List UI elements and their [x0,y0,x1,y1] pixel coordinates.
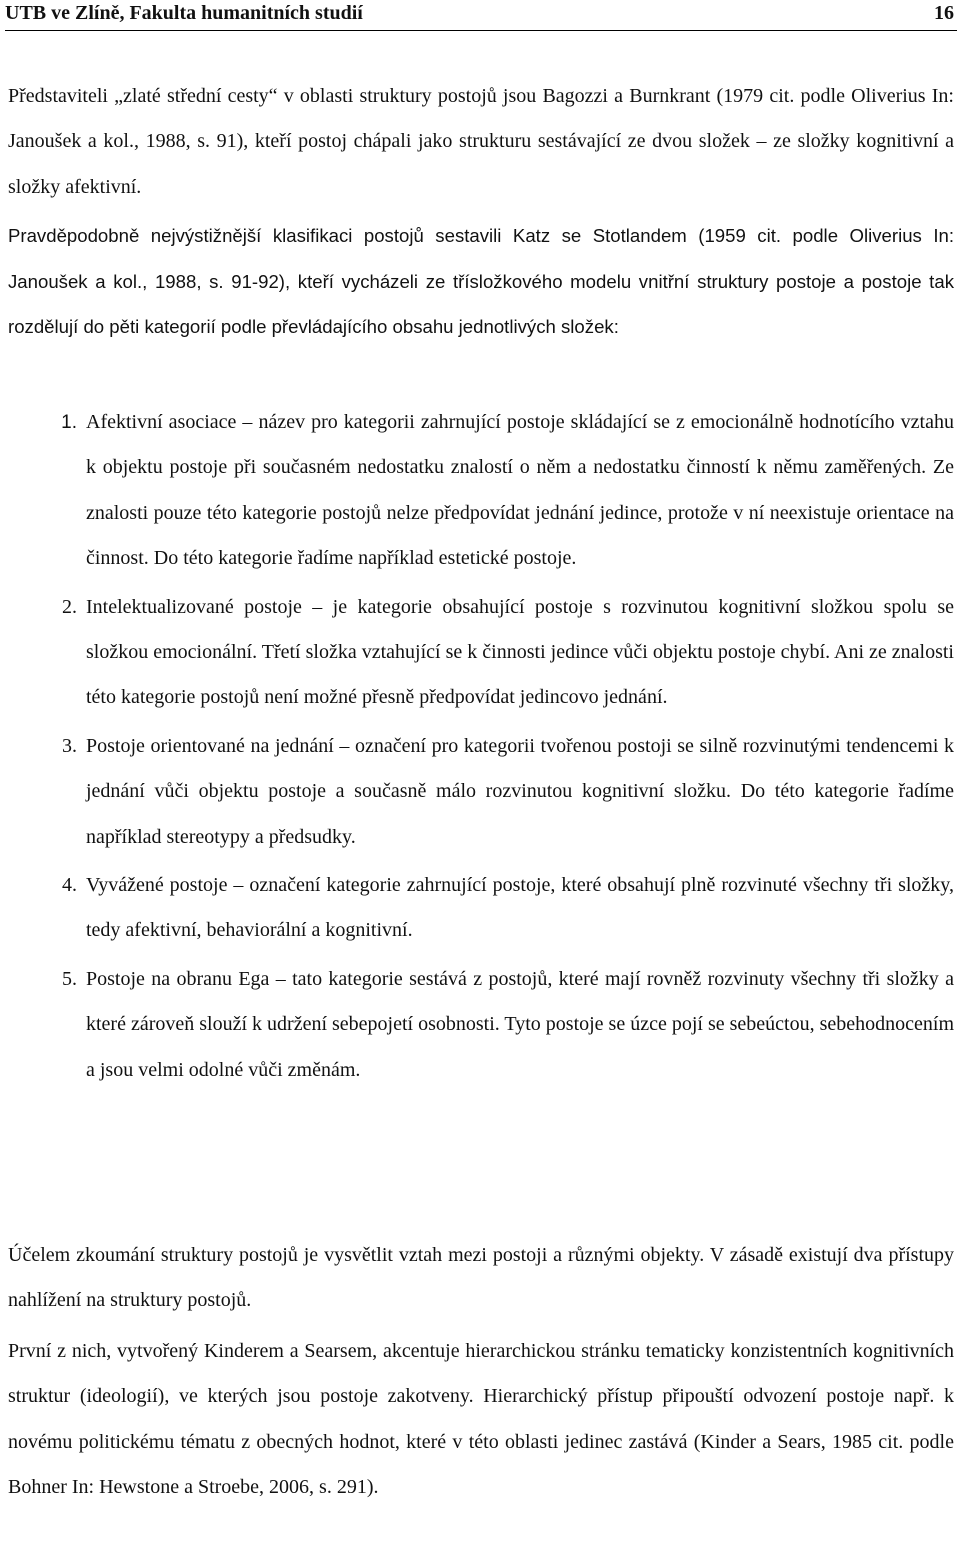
list-item-text: Postoje orientované na jednání – označení pro kategorii tvořenou postoji se silně rozvinutými tendencemi k jednání vůči objektu postoje a současně málo rozvinutou kognitivní složku. Do této kategorie řadíme například stereotypy a předsudky. [86,734,954,848]
paragraph-text: Představiteli „zlaté střední cesty“ v oblasti struktury postojů jsou Bagozzi a Burnkrant (1979 cit. podle Oliverius In: Janoušek a kol., 1988, s. 91), kteří postoj chápali jako strukturu sestávající ze dvou složek – ze složky kognitivní a složky afektivní. [8,85,954,198]
category-list [0,400,954,1093]
paragraph-text: První z nich, vytvořený Kinderem a Searsem, akcentuje hierarchickou stránku tematicky konzistentních kognitivních struktur (ideologií), ve kterých jsou postoje zakotveny. Hierarchický přístup připouští odvození postoje např. k novému politickému tématu z obecných hodnot, které v této oblasti jedinec zastává (Kinder a Sears, 1985 cit. podle Bohner In: Hewstone a Stroebe, 2006, s. 291). [8,1340,954,1499]
list-item-text: Intelektualizované postoje – je kategorie obsahující postoje s rozvinutou kognitivní složkou spolu se složkou emocionální. Třetí složka vztahující se k činnosti jedince vůči objektu postoje chybí. Ani ze znalosti této kategorie postojů není možné přesně předpovídat jedincovo jednání. [86,595,954,709]
list-item [0,400,954,582]
list-item-number: 4. [62,874,77,897]
list-item-text: Afektivní asociace – název pro kategorii zahrnující postoje skládající se z emocionálně hodnotícího vztahu k objektu postoje při současném nedostatku znalostí o něm a nedostatku činností k němu zaměřených. Ze znalosti pouze této kategorie postojů nelze předpovídat jednání jedince, protože v ní neexistuje orientace na činnost. Do této kategorie řadíme například estetické postoje. [86,411,954,570]
list-item-text: Vyvážené postoje – označení kategorie zahrnující postoje, které obsahují plně rozvinuté všechny tři složky, tedy afektivní, behaviorální a kognitivní. [86,874,954,942]
paragraph-1 [8,74,954,210]
list-item [0,724,954,860]
list-item [0,585,954,721]
list-item-number: 5. [62,967,77,990]
paragraph-text: Pravděpodobně nejvýstižnější klasifikaci postojů sestavili Katz se Stotlandem (1959 cit. podle Oliverius In: Janoušek a kol., 1988, s. 91-92), kteří vycházeli ze třísložkového modelu vnitřní struktury postoje a postoje tak rozdělují do pěti kategorií podle převládajícího obsahu jednotlivých složek: [8,225,954,338]
list-item-text: Postoje na obranu Ega – tato kategorie sestává z postojů, které mají rovněž rozvinuty všechny tři složky a které zároveň slouží k udržení sebepojetí osobnosti. Tyto postoje se úzce pojí se sebeúctou, sebehodnocením a jsou velmi odolné vůči změnám. [86,967,954,1081]
page-header [5,0,957,31]
list-item [0,863,954,954]
header-title: UTB ve Zlíně, Fakulta humanitních studií [5,2,363,24]
list-item-number: 1. [61,412,77,433]
list-item-number: 2. [62,595,77,618]
paragraph-3 [8,1233,954,1324]
page-number: 16 [934,2,954,24]
list-item-number: 3. [62,734,77,757]
list-item [0,957,954,1093]
paragraph-4 [8,1329,954,1511]
paragraph-2 [8,213,954,350]
paragraph-text: Účelem zkoumání struktury postojů je vysvětlit vztah mezi postoji a různými objekty. V zásadě existují dva přístupy nahlížení na struktury postojů. [8,1244,954,1312]
